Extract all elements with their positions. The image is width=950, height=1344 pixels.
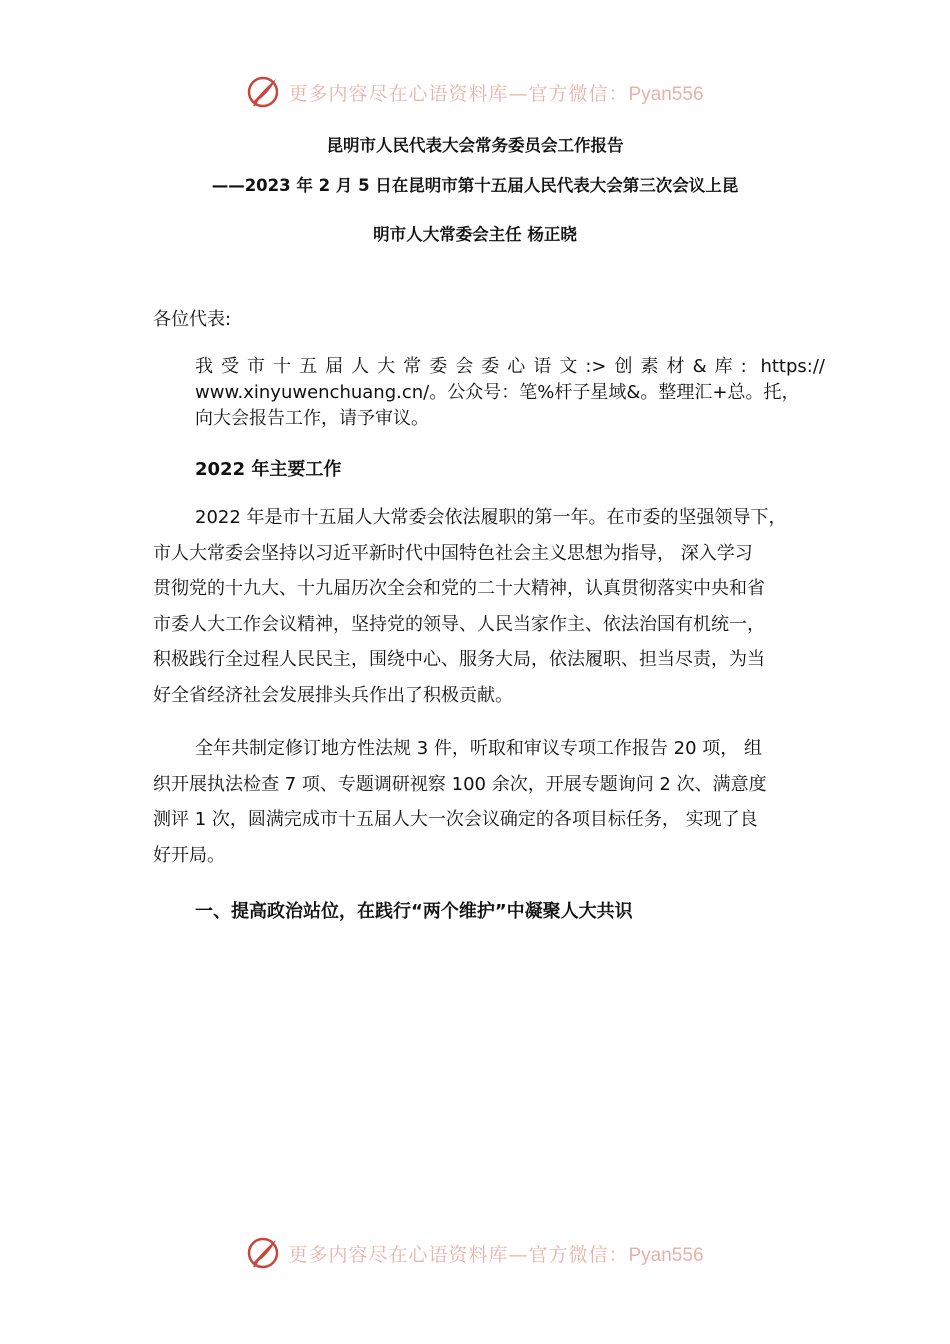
body-paragraph-2 bbox=[153, 731, 813, 873]
paragraph-line: 市委人大工作会议精神，坚持党的领导、人民当家作主、依法治国有机统一， bbox=[153, 613, 765, 635]
watermark-text: 更多内容尽在心语资料库—官方微信：Pyan556 bbox=[288, 1243, 704, 1266]
quill-logo-icon bbox=[246, 1236, 280, 1270]
watermark-wechat-id: Pyan556 bbox=[628, 83, 704, 105]
intro-line: 我受市十五届人大常委会委心语文:>创素材&库: https:// bbox=[195, 356, 825, 377]
document-subtitle-line1: ——2023 年 2 月 5 日在昆明市第十五届人民代表大会第三次会议上昆 bbox=[211, 176, 739, 195]
watermark-text: 更多内容尽在心语资料库—官方微信：Pyan556 bbox=[288, 82, 704, 105]
document-title: 昆明市人民代表大会常务委员会工作报告 bbox=[326, 136, 624, 155]
intro-line: 向大会报告工作，请予审议。 bbox=[195, 408, 429, 429]
paragraph-line: 2022 年是市十五届人大常委会依法履职的第一年。在市委的坚强领导下， bbox=[195, 507, 787, 528]
paragraph-line: 贯彻党的十九大、十九届历次全会和党的二十大精神，认真贯彻落实中央和省 bbox=[153, 578, 765, 599]
paragraph-line: 好开局。 bbox=[153, 844, 225, 866]
paragraph-line: 积极践行全过程人民民主，围绕中心、服务大局，依法履职、担当尽责，为当 bbox=[153, 649, 765, 670]
document-subtitle-line2: 明市人大常委会主任 杨正晓 bbox=[373, 225, 577, 244]
salutation: 各位代表: bbox=[153, 309, 232, 330]
body-paragraph-1 bbox=[153, 500, 813, 713]
paragraph-line: 织开展执法检查 7 项、专题调研视察 100 余次，开展专题询问 2 次、满意度 bbox=[153, 773, 767, 795]
watermark-top bbox=[0, 72, 950, 112]
paragraph-line: 测评 1 次，圆满完成市十五届人大一次会议确定的各项目标任务， 实现了良 bbox=[153, 809, 758, 830]
paragraph-line: 市人大常委会坚持以习近平新时代中国特色社会主义思想为指导， 深入学习 bbox=[153, 542, 753, 564]
paragraph-line: 全年共制定修订地方性法规 3 件，听取和审议专项工作报告 20 项， 组 bbox=[195, 738, 762, 759]
watermark-wechat-id: Pyan556 bbox=[628, 1244, 704, 1266]
section-heading-one: 一、提高政治站位，在践行“两个维护”中凝聚人大共识 bbox=[195, 901, 633, 922]
paragraph-line: 好全省经济社会发展排头兵作出了积极贡献。 bbox=[153, 684, 513, 706]
watermark-bottom bbox=[0, 1233, 950, 1273]
quill-logo-icon bbox=[246, 75, 280, 109]
intro-line: www.xinyuwenchuang.cn/。公众号：笔%杆子星域&。整理汇+总。托， bbox=[195, 382, 800, 403]
intro-paragraph bbox=[195, 354, 825, 432]
section-heading-2022: 2022 年主要工作 bbox=[195, 459, 342, 480]
